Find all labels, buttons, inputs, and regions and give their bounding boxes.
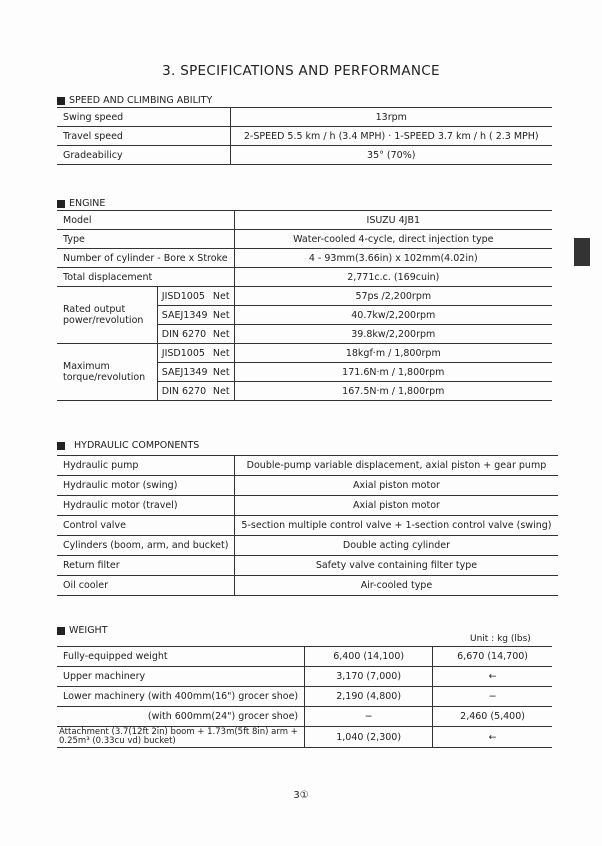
table-row xyxy=(57,476,558,496)
section-tab-marker xyxy=(574,238,590,266)
value-a: 3,170 (7,000) xyxy=(305,667,433,687)
table-row xyxy=(57,707,552,727)
table-row xyxy=(57,576,558,596)
hydraulic-heading xyxy=(57,440,199,451)
row-value: 35° (70%) xyxy=(230,146,552,165)
row-label: Hydraulic pump xyxy=(57,456,235,476)
row-value: Axial piston motor xyxy=(235,496,558,516)
heading-text: ENGINE xyxy=(69,198,106,209)
table-row xyxy=(57,211,552,230)
square-bullet-icon xyxy=(57,442,65,450)
row-label: (with 600mm(24") grocer shoe) xyxy=(57,707,305,727)
net-label: Net xyxy=(212,309,230,321)
weight-heading xyxy=(57,625,108,636)
row-value: Double acting cylinder xyxy=(235,536,558,556)
row-value: 18kgf·m / 1,800rpm xyxy=(234,344,552,363)
row-label: Hydraulic motor (travel) xyxy=(57,496,235,516)
row-label: Total displacement xyxy=(57,268,234,287)
table-row xyxy=(57,108,552,127)
hydraulic-table xyxy=(57,455,558,596)
heading-text: HYDRAULIC COMPONENTS xyxy=(74,440,200,451)
square-bullet-icon xyxy=(57,627,65,635)
table-row xyxy=(57,344,552,363)
value-b: 2,460 (5,400) xyxy=(433,707,552,727)
row-value: 4 - 93mm(3.66in) x 102mm(4.02in) xyxy=(234,249,552,268)
table-row xyxy=(57,127,552,146)
net-label: Net xyxy=(212,290,230,302)
std-name: SAEJ1349 xyxy=(161,366,208,378)
row-value: 171.6N·m / 1,800rpm xyxy=(234,363,552,382)
row-value: Double-pump variable displacement, axial piston + gear pump xyxy=(235,456,558,476)
row-label: Upper machinery xyxy=(57,667,305,687)
table-row xyxy=(57,556,558,576)
row-value: 2,771c.c. (169cuin) xyxy=(234,268,552,287)
table-row xyxy=(57,287,552,306)
table-row xyxy=(57,230,552,249)
row-label: Gradeabilicy xyxy=(57,146,230,165)
row-value: Air-cooled type xyxy=(235,576,558,596)
row-label: Cylinders (boom, arm, and bucket) xyxy=(57,536,235,556)
std-cell xyxy=(157,325,234,344)
std-cell xyxy=(157,382,234,401)
table-row xyxy=(57,516,558,536)
row-label: Number of cylinder - Bore x Stroke xyxy=(57,249,234,268)
row-label: Hydraulic motor (swing) xyxy=(57,476,235,496)
page-title: 3. SPECIFICATIONS AND PERFORMANCE xyxy=(162,63,440,79)
std-cell xyxy=(157,306,234,325)
table-row xyxy=(57,687,552,707)
table-row xyxy=(57,456,558,476)
std-name: JISD1005 xyxy=(161,290,205,302)
row-label: Fully-equipped weight xyxy=(57,647,305,667)
row-label: Swing speed xyxy=(57,108,230,127)
std-name: DIN 6270 xyxy=(161,385,207,397)
value-b: ← xyxy=(433,667,552,687)
row-value: 40.7kw/2,200rpm xyxy=(234,306,552,325)
row-value: 57ps /2,200rpm xyxy=(234,287,552,306)
row-label: Attachment (3.7(12ft 2in) boom + 1.73m(5ft 8in) arm + 0.25m³ (0.33cu vd) bucket) xyxy=(57,727,305,748)
speed-table xyxy=(57,107,552,165)
row-value: 167.5N·m / 1,800rpm xyxy=(234,382,552,401)
net-label: Net xyxy=(212,385,230,397)
row-value: 39.8kw/2,200rpm xyxy=(234,325,552,344)
unit-label: Unit : kg (lbs) xyxy=(470,634,531,644)
row-value: ISUZU 4JB1 xyxy=(234,211,552,230)
group-label: Maximum torque/revolution xyxy=(57,344,157,401)
row-value: Safety valve containing filter type xyxy=(235,556,558,576)
net-label: Net xyxy=(212,366,230,378)
square-bullet-icon xyxy=(57,97,65,105)
row-label: Type xyxy=(57,230,234,249)
page-number: 3① xyxy=(293,790,309,801)
value-a: 6,400 (14,100) xyxy=(305,647,433,667)
value-a: 2,190 (4,800) xyxy=(305,687,433,707)
weight-table xyxy=(57,646,552,748)
std-name: SAEJ1349 xyxy=(161,309,208,321)
table-row xyxy=(57,496,558,516)
table-row xyxy=(57,727,552,748)
heading-text: SPEED AND CLIMBING ABILITY xyxy=(69,95,213,106)
std-name: JISD1005 xyxy=(161,347,205,359)
value-a: − xyxy=(305,707,433,727)
square-bullet-icon xyxy=(57,200,65,208)
std-name: DIN 6270 xyxy=(161,328,207,340)
table-row xyxy=(57,536,558,556)
table-row xyxy=(57,268,552,287)
row-value: 2-SPEED 5.5 km / h (3.4 MPH) · 1-SPEED 3.7 km / h ( 2.3 MPH) xyxy=(230,127,552,146)
value-b: − xyxy=(433,687,552,707)
value-b: ← xyxy=(433,727,552,748)
value-b: 6,670 (14,700) xyxy=(433,647,552,667)
row-value: Axial piston motor xyxy=(235,476,558,496)
row-value: Water-cooled 4-cycle, direct injection type xyxy=(234,230,552,249)
speed-heading xyxy=(57,95,212,106)
engine-table xyxy=(57,210,552,401)
net-label: Net xyxy=(212,328,230,340)
row-label: Control valve xyxy=(57,516,235,536)
row-label: Return filter xyxy=(57,556,235,576)
std-cell xyxy=(157,344,234,363)
engine-heading xyxy=(57,198,105,209)
std-cell xyxy=(157,363,234,382)
table-row xyxy=(57,249,552,268)
group-label: Rated output power/revolution xyxy=(57,287,157,344)
row-label: Lower machinery (with 400mm(16") grocer shoe) xyxy=(57,687,305,707)
net-label: Net xyxy=(212,347,230,359)
row-value: 5-section multiple control valve + 1-section control valve (swing) xyxy=(235,516,558,536)
row-value: 13rpm xyxy=(230,108,552,127)
row-label: Oil cooler xyxy=(57,576,235,596)
std-cell xyxy=(157,287,234,306)
table-row xyxy=(57,146,552,165)
row-label: Model xyxy=(57,211,234,230)
row-label: Travel speed xyxy=(57,127,230,146)
table-row xyxy=(57,667,552,687)
table-row xyxy=(57,647,552,667)
heading-text: WEIGHT xyxy=(69,625,108,636)
value-a: 1,040 (2,300) xyxy=(305,727,433,748)
